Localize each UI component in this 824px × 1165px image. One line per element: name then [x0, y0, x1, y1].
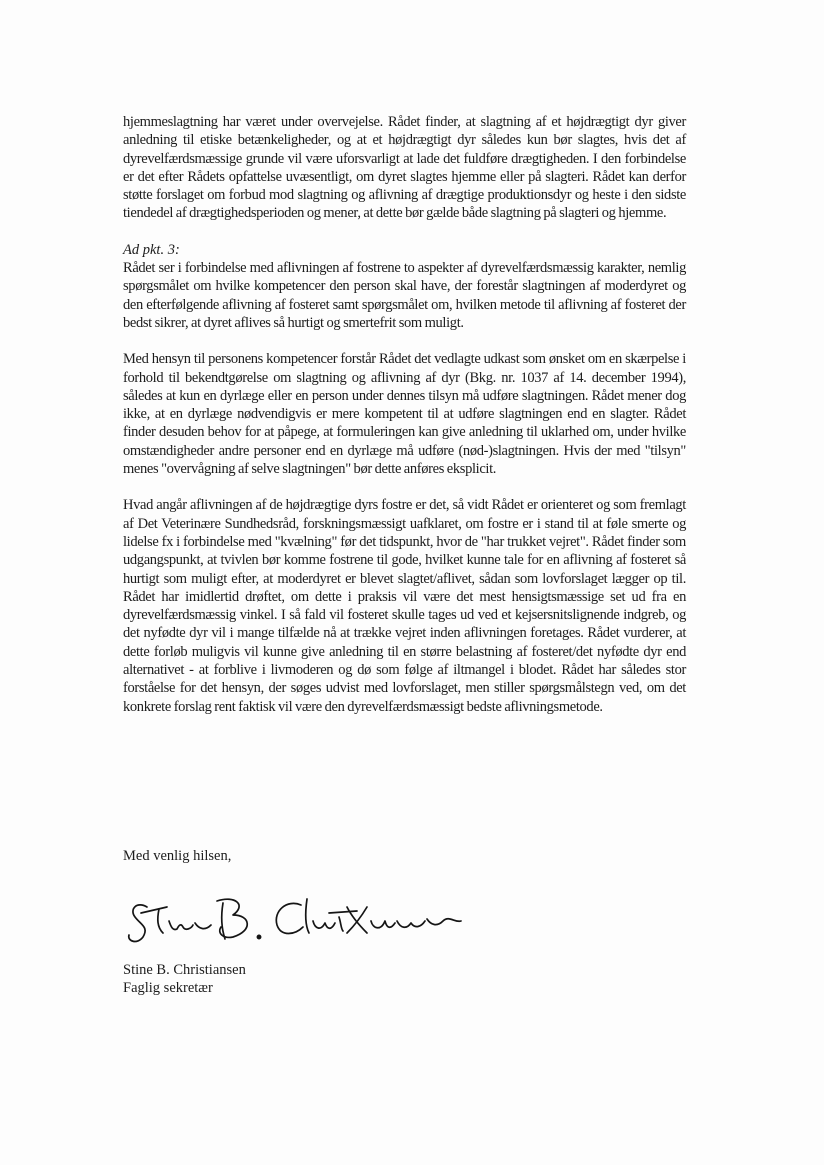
signer-block — [123, 961, 246, 998]
paragraph-two-aspects: Rådet ser i forbindelse med aflivningen af fostrene to aspekter af dyrevelfærdsmæssig karakter, nemlig spørgsmålet om hvilke kompetencer den person skal have, der forestår slagtningen af moderdyret og den efterfølgende aflivning af fosteret samt spørgsmålet om, hvilken metode til aflivning af fosteret der bedst sikrer, at dyret aflives så hurtigt og smertefrit som muligt. — [123, 260, 686, 331]
handwritten-signature — [125, 893, 465, 949]
paragraph-gap — [123, 478, 686, 496]
signature-text: Stine B. Christiansen — [125, 893, 134, 894]
paragraph-fetus-killing: Hvad angår aflivningen af de højdrægtige dyrs fostre er det, så vidt Rådet er orienteret og som fremlagt af Det Veterinære Sundhedsråd, forskningsmæssigt uafklaret, om fostre er i stand til at føle smerte og lidelse fx i forbindelse med "kvælning" før det tidspunkt, hvor de "har trukket vejret". Rådet finder som udgangspunkt, at tvivlen bør komme fostrene til gode, hvilket kunne tale for en aflivning af fosteret så hurtigt som muligt efter, at moderdyret er blevet slagtet/aflivet, sådan som lovforslaget lægger op til. Rådet har imidlertid drøftet, om dette i praksis vil være det mest hensigtsmæssige set ud fra en dyrevelfærdsmæssig vinkel. I så fald vil fosteret skulle tages ud ved et kejsersnitslignende indgreb, og det nyfødte dyr vil i mange tilfælde nå at trække vejret inden aflivningen foretages. Rådet vurderer, at dette forløb muligvis vil kunne give anledning til en større belastning af fosteret/det nyfødte dyr end alternativet - at forblive i livmoderen og dø som følge af iltmangel i blodet. Rådet har således stor forståelse for det hensyn, der søges udvist med lovforslaget, men stiller spørgsmålstegn ved, om det konkrete forslag rent faktisk vil være den dyrevelfærdsmæssigt bedste aflivningsmetode. — [123, 497, 686, 715]
letter-body — [123, 113, 686, 716]
heading-ad-pkt-3: Ad pkt. 3: — [123, 241, 180, 258]
closing-greeting: Med venlig hilsen, — [123, 848, 232, 864]
paragraph-slaughter-ban: hjemmeslagtning har været under overvejelse. Rådet finder, at slagtning af et højdrægtigt dyr giver anledning til etiske betænkeligheder, og at et højdrægtigt dyr således kun bør slagtes, hvis det af dyrevelfærdsmæssige grunde vil være uforsvarligt at lade det fuldføre drægtigheden. I den forbindelse er det efter Rådets opfattelse uvæsentligt, om dyret slagtes hjemme eller på slagteri. Rådet kan derfor støtte forslaget om forbud mod slagtning og aflivning af drægtige produktionsdyr og heste i den sidste tiendedel af drægtighedsperioden og mener, at dette bør gælde både slagtning på slagteri og hjemme. — [123, 114, 686, 222]
signer-name: Stine B. Christiansen — [123, 962, 246, 978]
paragraph-gap — [123, 223, 686, 241]
paragraph-gap — [123, 332, 686, 350]
signer-title: Faglig sekretær — [123, 980, 213, 997]
paragraph-competences: Med hensyn til personens kompetencer forstår Rådet det vedlagte udkast som ønsket om en skærpelse i forhold til bekendtgørelse om slagtning og aflivning af dyr (Bkg. nr. 1037 af 14. december 1994), således at kun en dyrlæge eller en person under dennes tilsyn må udføre slagtningen. Rådet mener dog ikke, at en dyrlæge nødvendigvis er mere kompetent til at udføre slagtningen end en slagter. Rådet finder desuden behov for at påpege, at formuleringen kan give anledning til uklarhed om, under hvilke omstændigheder andre personer end en dyrlæge må udføre (nød-)slagtningen. Hvis der med "tilsyn" menes "overvågning af selve slagtningen" bør dette anføres eksplicit. — [123, 351, 686, 478]
